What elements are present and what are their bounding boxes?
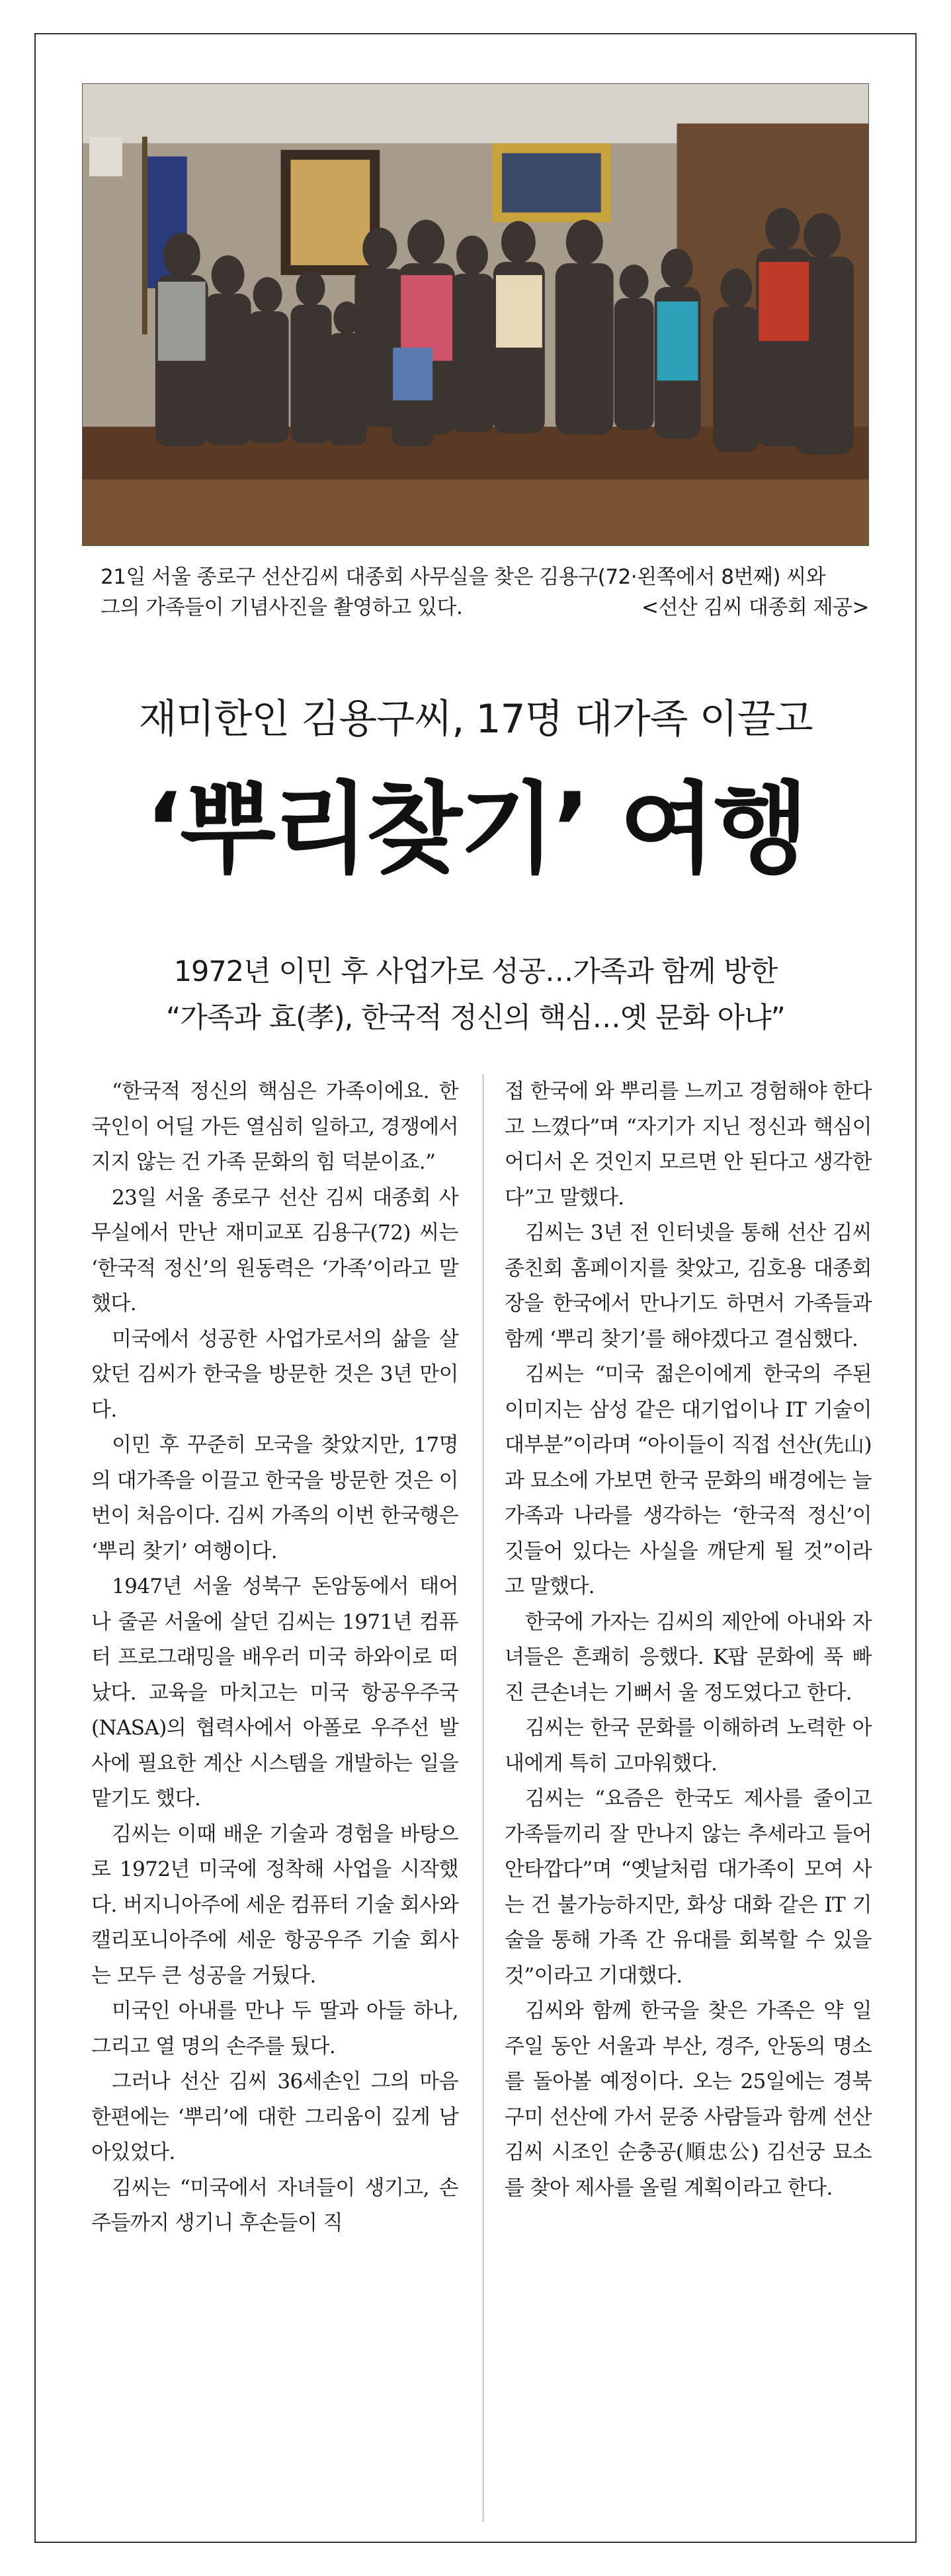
family-photo [82, 83, 869, 546]
paragraph: 김씨는 “미국 젊은이에게 한국의 주된 이미지는 삼성 같은 대기업이나 IT 기술이 대부분”이라며 “아이들이 직접 선산(先山)과 묘소에 가보면 한국 문화의 배경에는 늘 가족과 나라를 생각하는 ‘한국적 정신’이 깃들어 있다는 사실을 깨닫게 될 것”이라고 말했다. [505, 1362, 872, 1598]
sub-headline: 재미한인 김용구씨, 17명 대가족 이끌고 [138, 696, 813, 742]
caption-line-2: 그의 가족들이 기념사진을 촬영하고 있다. [101, 596, 463, 619]
paragraph: 한국에 가자는 김씨의 제안에 아내와 자녀들은 흔쾌히 응했다. K팝 문화에 푹 빠진 큰손녀는 기뻐서 울 정도였다고 한다. [505, 1610, 872, 1705]
article-column-right [505, 1074, 872, 2206]
paragraph: 이민 후 꾸준히 모국을 찾았지만, 17명의 대가족을 이끌고 한국을 방문한 것은 이번이 처음이다. 김씨 가족의 이번 한국행은 ‘뿌리 찾기’ 여행이다. [91, 1433, 458, 1563]
family-photo-icon [83, 84, 868, 545]
paragraph: 김씨는 한국 문화를 이해하려 노력한 아내에게 특히 고마워했다. [505, 1716, 872, 1776]
paragraph: 23일 서울 종로구 선산 김씨 대종회 사무실에서 만난 재미교포 김용구(72) 씨는 ‘한국적 정신’의 원동력은 ‘가족’이라고 말했다. [91, 1185, 458, 1315]
caption-line-1: 21일 서울 종로구 선산김씨 대종회 사무실을 찾은 김용구(72·왼쪽에서 8번째) 씨와 [101, 565, 826, 589]
caption-line-2-row [82, 592, 869, 623]
article-body [91, 1074, 872, 2535]
paragraph: 김씨는 “요즘은 한국도 제사를 줄이고 가족들끼리 잘 만나지 않는 추세라고 들어 안타깝다”며 “옛날처럼 대가족이 모여 사는 건 불가능하지만, 화상 대화 같은 IT 기술을 통해 가족 간 유대를 회복할 수 있을 것”이라고 기대했다. [505, 1787, 872, 1988]
deck-line-2: “가족과 효(孝), 한국적 정신의 핵심…옛 문화 아냐” [166, 1001, 785, 1034]
paragraph: 김씨는 이때 배운 기술과 경험을 바탕으로 1972년 미국에 정착해 사업을 시작했다. 버지니아주에 세운 컴퓨터 기술 회사와 캘리포니아주에 세운 항공우주 기술 회사는 모두 큰 성공을 거뒀다. [91, 1822, 458, 1988]
paragraph: 김씨는 “미국에서 자녀들이 생기고, 손주들까지 생기니 후손들이 직 [91, 2175, 458, 2235]
photo-credit: <선산 김씨 대종회 제공> [641, 596, 869, 619]
paragraph: 미국인 아내를 만나 두 딸과 아들 하나, 그리고 열 명의 손주를 뒀다. [91, 1999, 458, 2058]
article-column-left [91, 1074, 458, 2242]
paragraph-continued: 접 한국에 와 뿌리를 느끼고 경험해야 한다고 느꼈다”며 “자기가 지닌 정신과 핵심이 어디서 온 것인지 모르면 안 된다고 생각한다”고 말했다. [505, 1079, 872, 1210]
paragraph: “한국적 정신의 핵심은 가족이에요. 한국인이 어딜 가든 열심히 일하고, 경쟁에서 지지 않는 건 가족 문화의 힘 덕분이죠.” [91, 1079, 458, 1174]
deck-headline [0, 949, 951, 1041]
deck-line-1: 1972년 이민 후 사업가로 성공…가족과 함께 방한 [173, 955, 778, 988]
photo-caption [82, 562, 869, 623]
paragraph: 김씨와 함께 한국을 찾은 가족은 약 일주일 동안 서울과 부산, 경주, 안동의 명소를 돌아볼 예정이다. 오는 25일에는 경북 구미 선산에 가서 문중 사람들과 함께 선산 김씨 시조인 순충공(順忠公) 김선궁 묘소를 찾아 제사를 올릴 계획이라고 한다. [505, 1999, 872, 2200]
paragraph: 1947년 서울 성북구 돈암동에서 태어나 줄곧 서울에 살던 김씨는 1971년 컴퓨터 프로그래밍을 배우러 미국 하와이로 떠났다. 교육을 마치고는 미국 항공우주국(NASA)의 협력사에서 아폴로 우주선 발사에 필요한 계산 시스템을 개발하는 일을 맡기도 했다. [91, 1575, 458, 1811]
main-headline: ‘뿌리찾기’ 여행 [145, 772, 806, 887]
paragraph: 김씨는 3년 전 인터넷을 통해 선산 김씨 종친회 홈페이지를 찾았고, 김호용 대종회장을 한국에서 만나기도 하면서 가족들과 함께 ‘뿌리 찾기’를 해야겠다고 결심했다. [505, 1221, 872, 1351]
paragraph: 그러나 선산 김씨 36세손인 그의 마음 한편에는 ‘뿌리’에 대한 그리움이 깊게 남아있었다. [91, 2070, 458, 2164]
paragraph: 미국에서 성공한 사업가로서의 삶을 살았던 김씨가 한국을 방문한 것은 3년 만이다. [91, 1327, 458, 1422]
